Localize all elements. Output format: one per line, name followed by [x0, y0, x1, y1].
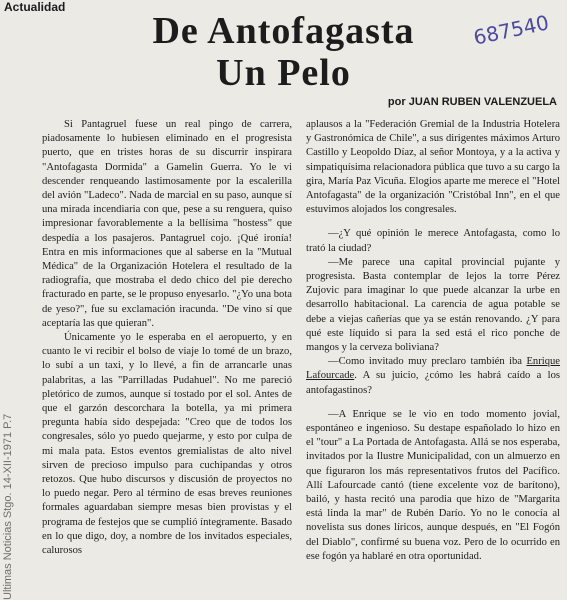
answer: —Me parece una capital provincial pujante y progresista. Basta contemplar de lejos la torre Pérez Zujovic para imaginar lo que puede alcanzar la urbe en desarrollo habitacional. La carencia de agua potable se debe a viejas cañerías que ya se están renovando. ¿Y para qué este líquido si para la sed está el rico ponche de mangos y la cerveza boliviana? — [306, 256, 560, 354]
question — [306, 355, 560, 398]
left-column — [42, 118, 292, 558]
right-column — [306, 118, 560, 564]
paragraph: Si Pantagruel fuese un real pingo de carrera, piadosamente lo hubiesen eliminado en el progresista puerto, que en tristes horas de su discurrir inspirara "Antofagasta Dormida" a Gamelin Guerra. Yo le vi descender renqueando lastimosamente por la escalerilla del avión "Ladeco". Nada de marcial en su paso, aunque sí una mirada incendiaria con que, pese a su renguera, quiso impresionar favorablemente a la bellísima "hostess" que despedía a los pasajeros. Pantagruel cojo. ¡Qué ironía! Entra en mis informaciones que al saberse en la "Mutual Médica" de la Organización Hotelera el resultado de la radiografía, que mostraba el dedo chico del pie derecho fracturado en parte, se le propuso enyesarlo. "¿Yo una bota de yeso?", fue su exclamación iracunda. "De vino sí que aceptaría las que quieran". — [42, 119, 292, 329]
question-text: —Como invitado muy preclaro también iba — [328, 356, 527, 368]
byline: por JUAN RUBEN VALENZUELA — [387, 96, 557, 108]
question: —¿Y qué opinión le merece Antofagasta, como lo trató la ciudad? — [306, 228, 560, 254]
answer: —A Enrique se le vio en todo momento jovial, espontáneo e ingenioso. Su destape españolado lo hizo en el "tour" a La Portada de Antofagasta. Allá se nos esperaba, invitados por la Ilustre Municipalidad, con un almuerzo en que figuraron los más representativos frutos del Pacífico. Allí Lafourcade cantó (tiene excelente voz de barítono), bailó, y hasta recitó una parodia que hizo de "Margarita está linda la mar" de Rubén Darío. Yo no le conocía al novelista sus dones líricos, aunque después, en "El Fogón del Diablo", confirmé su buena voz. Pero de lo ocurrido en ese fogón ya hablaré en otra oportunidad. — [306, 408, 560, 562]
paragraph: Únicamente yo le esperaba en el aeropuerto, y en cuanto le vi recibir el bolso de viaje lo tomé de un brazo, lo subí a un taxi, y lo llevé, a fin de arrancarle unas palabritas, a las "Parrilladas Pudahuel". No me pareció pletórico de zumos, aunque sí tostado por el sol. Antes de que el garzón descorchara la botella, ya mi primera pregunta había sido despejada: "Creo que de todos los congresales, sólo yo puedo quejarme, y esto por culpa de mi mala pata. Estos eventos gremialistas de alto nivel sirven de precioso impulso para cuchipandas y otros retozos. Que hubo discursos y discusión de proyectos no lo puedo negar. Pero al término de esas breves reuniones formales aguardaban siempre mesas bien provistas y el programa de festejos que se cumplió íntegramente. Basado en lo que digo, doy, a nombre de los invitados especiales, calurosos — [42, 332, 292, 557]
section-label: Actualidad — [4, 0, 66, 14]
headline-line-2: Un Pelo — [216, 52, 351, 94]
archive-stamp: 687540 — [470, 10, 551, 50]
question-text: . A su juicio, ¿cómo les habrá caído a los antofagastinos? — [306, 370, 560, 396]
underlined-name: Enrique Lafourcade — [306, 356, 560, 382]
handwritten-margin-note: Ultimas Noticias Stgo. 14-XII-1971 P.7 — [2, 413, 14, 600]
headline — [0, 10, 567, 94]
paragraph: aplausos a la "Federación Gremial de la Industria Hotelera y Gastronómica de Chile", a sus dirigentes máximos Arturo Castillo y Leopoldo Díaz, al señor Montoya, y a la activa y simpatiquísima relacionadora pública que tuvo a su cargo la gira, María Paz Vicuña. Elogios aparte me merece el "Hotel Antofagasta" de la organización "Cristóbal Inn", en el que estuvimos alojados los congresales. — [306, 119, 560, 216]
headline-line-1: De Antofagasta — [152, 10, 415, 52]
